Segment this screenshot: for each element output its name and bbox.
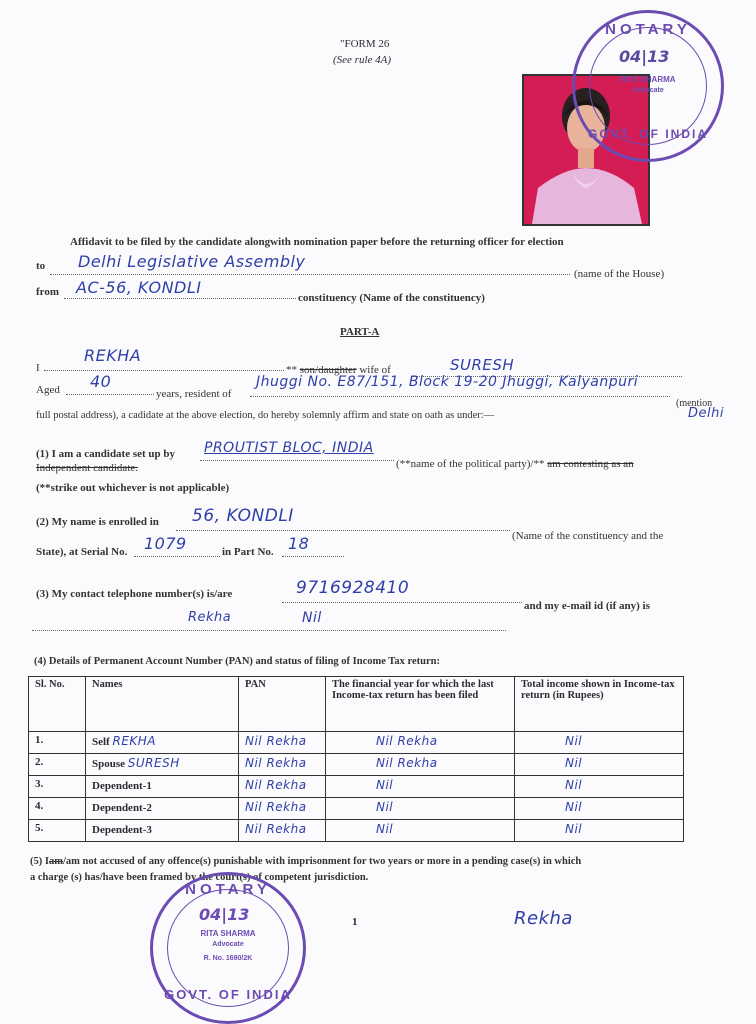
constituency-suffix: constituency (Name of the constituency): [298, 292, 485, 304]
relation-struck: son/daughter: [299, 364, 357, 376]
form-rule: (See rule 4A): [333, 54, 392, 66]
relation-prefix: **: [286, 364, 300, 376]
declarant-name: REKHA: [84, 346, 142, 365]
row-relation: Dependent-3: [92, 824, 152, 836]
row-income: Nil: [515, 732, 684, 754]
section5-body: /am not accused of any offence(s) punishable with imprisonment for two years or more in a pending case(s) in which: [62, 856, 582, 867]
stamp-notary-name: RITA SHARMA: [200, 929, 256, 938]
row-relation: Spouse: [92, 758, 126, 770]
row-pan: Nil Rekha: [239, 820, 326, 842]
section1-text-b: [396, 458, 634, 470]
section2-text-a: (2) My name is enrolled in: [36, 516, 159, 528]
section1-text-a: (1) I am a candidate set up by: [36, 448, 176, 460]
row-pan: Nil Rekha: [239, 776, 326, 798]
row-names: [86, 732, 239, 754]
section2-text-d: in Part No.: [222, 546, 274, 558]
col-sl: Sl. No.: [29, 677, 86, 732]
party-name: PROUTIST BLOC, INDIA: [204, 440, 374, 456]
stamp-top-text: NOTARY: [605, 21, 691, 38]
row-sl: 4.: [29, 798, 86, 820]
table-row: [29, 820, 684, 842]
age-value: 40: [90, 372, 112, 391]
stamp-date: 04|13: [619, 47, 670, 66]
row-financial-year: Nil: [326, 820, 515, 842]
mention-label: (mention: [676, 398, 713, 409]
email-signature: Rekha: [188, 610, 232, 625]
row-financial-year: Nil Rekha: [326, 732, 515, 754]
part-line: [282, 534, 344, 557]
row-relation: Self: [92, 736, 110, 748]
address-line: [250, 374, 670, 397]
pan-table-header: [29, 677, 684, 732]
row-names: [86, 776, 239, 798]
row-pan: Nil Rekha: [239, 798, 326, 820]
affidavit-heading: Affidavit to be filed by the candidate alongwith nomination paper before the returning officer for election: [70, 236, 564, 248]
row-names: [86, 754, 239, 776]
section4-heading: (4) Details of Permanent Account Number (PAN) and status of filing of Income Tax return:: [34, 656, 440, 667]
stamp-bottom-text: GOVT. OF INDIA: [164, 987, 292, 1002]
from-label: from: [36, 286, 60, 298]
row-pan: Nil Rekha: [239, 754, 326, 776]
house-line: [50, 252, 570, 275]
name-line: [44, 346, 284, 371]
address-city: Delhi: [688, 406, 724, 421]
row-financial-year: Nil: [326, 798, 515, 820]
stamp-advocate: Advocate: [212, 941, 244, 948]
stamp-notary-name: RITA SHARMA: [620, 75, 676, 84]
stamp-registration: R. No. 1690/2K: [203, 955, 253, 962]
house-suffix: (name of the House): [574, 268, 665, 280]
notary-stamp-bottom: [150, 872, 306, 1024]
party-label: (**name of the political party)/**: [396, 458, 545, 470]
serial-line: [134, 534, 220, 557]
email-value: Nil: [302, 610, 322, 626]
col-names: Names: [86, 677, 239, 732]
section3-text-b: and my e-mail id (if any) is: [524, 600, 650, 612]
serial-number: 1079: [144, 534, 187, 553]
section2-text-b: (Name of the constituency and the: [512, 530, 664, 542]
independent-candidate-text: Independent candidate.: [36, 462, 139, 474]
row-sl: 3.: [29, 776, 86, 798]
row-pan: Nil Rekha: [239, 732, 326, 754]
row-person-name: REKHA: [112, 734, 157, 748]
table-row: [29, 732, 684, 754]
table-row: [29, 776, 684, 798]
row-income: Nil: [515, 754, 684, 776]
i-label: I: [36, 362, 40, 374]
pan-table: [28, 676, 684, 842]
resident-label: years, resident of: [156, 388, 232, 400]
constituency-value: AC-56, KONDLI: [76, 278, 202, 297]
enrolled-line: [176, 506, 510, 531]
enrolled-constituency: 56, KONDLI: [192, 506, 294, 526]
footer-signature: Rekha: [514, 908, 573, 929]
row-names: [86, 798, 239, 820]
row-relation: Dependent-1: [92, 780, 152, 792]
row-income: Nil: [515, 776, 684, 798]
aged-label: Aged: [36, 384, 60, 396]
strike-note: (**strike out whichever is not applicable): [36, 482, 230, 494]
stamp-top-text: NOTARY: [185, 881, 271, 898]
section5-line2: a charge (s) has/have been framed by the court(s) of competent jurisdiction.: [30, 872, 369, 883]
relation-kept: wife of: [359, 364, 391, 376]
phone-number: 9716928410: [296, 578, 410, 598]
row-income: Nil: [515, 798, 684, 820]
row-financial-year: Nil Rekha: [326, 754, 515, 776]
row-sl: 1.: [29, 732, 86, 754]
stamp-date: 04|13: [199, 905, 250, 924]
row-relation: Dependent-2: [92, 802, 152, 814]
row-sl: 5.: [29, 820, 86, 842]
address-value: Jhuggi No. E87/151, Block 19-20 Jhuggi, Kalyanpuri: [256, 374, 639, 390]
section2-text-c: State), at Serial No.: [36, 546, 128, 558]
section3-text-a: (3) My contact telephone number(s) is/are: [36, 588, 233, 600]
col-financial-year: The financial year for which the last Income-tax return has been filed: [326, 677, 515, 732]
independent-struck: am contesting as an: [547, 458, 634, 470]
stamp-bottom-text: GOVT. OF INDIA: [587, 127, 708, 141]
part-a-title: PART-A: [340, 326, 380, 338]
email-line: [32, 612, 506, 631]
row-income: Nil: [515, 820, 684, 842]
col-total-income: Total income shown in Income-tax return (in Rupees): [515, 677, 684, 732]
phone-line: [282, 578, 522, 603]
notary-stamp-top: [572, 10, 724, 162]
section5-prefix: (5) I: [30, 856, 49, 867]
table-row: [29, 798, 684, 820]
full-postal-text: full postal address), a cadidate at the above election, do hereby solemnly affirm and state on oath as under:—: [36, 410, 495, 421]
form-title: "FORM 26: [340, 38, 390, 50]
part-number: 18: [288, 534, 310, 553]
table-row: [29, 754, 684, 776]
row-sl: 2.: [29, 754, 86, 776]
section5-line1: [30, 856, 581, 867]
to-label: to: [36, 260, 46, 272]
row-person-name: SURESH: [127, 756, 180, 770]
stamp-advocate: Advocate: [632, 87, 664, 94]
house-value: Delhi Legislative Assembly: [78, 252, 306, 271]
section5-struck: am: [48, 856, 63, 867]
age-line: [66, 372, 154, 395]
row-financial-year: Nil: [326, 776, 515, 798]
row-names: [86, 820, 239, 842]
party-line: [200, 440, 394, 461]
col-pan: PAN: [239, 677, 326, 732]
relative-name: SURESH: [450, 356, 515, 374]
page-number: 1: [352, 916, 358, 928]
constituency-line: [64, 278, 296, 299]
